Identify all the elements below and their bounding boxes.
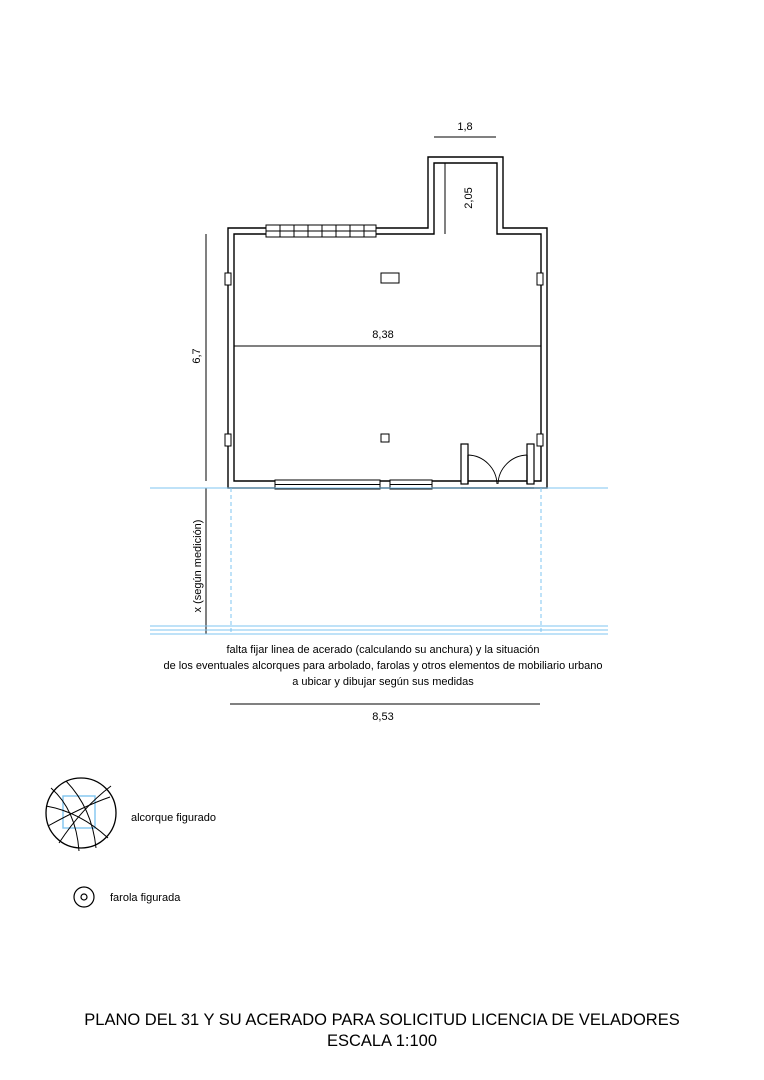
plan-scale: ESCALA 1:100 [326,1032,438,1050]
dimension-lines [206,137,540,704]
plan-title: PLANO DEL 31 Y SU ACERADO PARA SOLICITUD LICENCIA DE VELADORES [84,1011,680,1029]
interior-element-lower [381,434,389,442]
dimension-bottom-width: 8,53 [372,711,394,723]
dimension-top-depth: 2,05 [463,187,475,209]
street-lines [150,488,608,634]
dimension-height: 6,7 [191,348,203,364]
note-line-2: de los eventuales alcorques para arbolado, farolas y otros elementos de mobiliario urbano [163,660,603,672]
farola-legend-icon [74,887,94,907]
dimension-top-width: 1,8 [457,121,473,133]
building-walls [228,157,547,488]
dimension-x-label: x (según medición) [192,519,204,613]
top-window [266,225,376,237]
dimension-width: 8,38 [372,329,394,341]
note-line-1: falta fijar linea de acerado (calculando su anchura) y la situación [226,644,540,656]
alcorque-legend-label: alcorque figurado [131,812,217,824]
interior-element-upper [381,273,399,283]
alcorque-legend-icon [46,778,116,851]
wall-pilasters [225,273,543,446]
note-line-3: a ubicar y dibujar según sus medidas [292,676,474,688]
title-block [0,1010,764,1052]
farola-legend-label: farola figurada [110,892,181,904]
